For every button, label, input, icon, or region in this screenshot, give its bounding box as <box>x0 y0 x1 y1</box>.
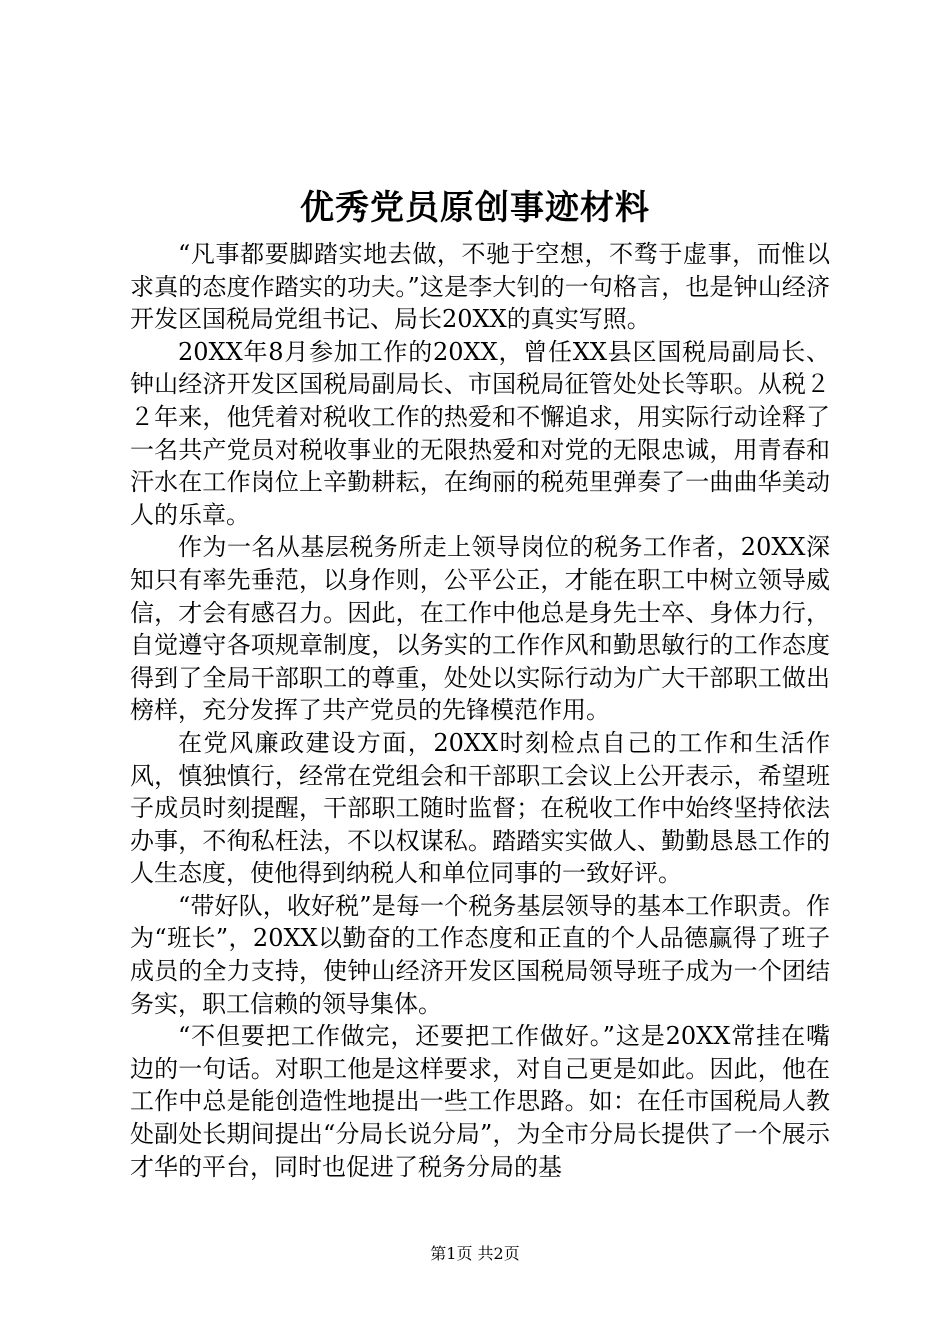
page-number-footer: 第1页 共2页 <box>430 1244 520 1263</box>
paragraph-3: 作为一名从基层税务所走上领导岗位的税务工作者，20XX深知只有率先垂范，以身作则，公平公正，才能在职工中树立领导威信，才会有感召力。因此，在工作中他总是身先士卒、身体力行，自觉遵守各项规章制度，以务实的工作作风和勤思敏行的工作态度得到了全局干部职工的尊重，处处以实际行动为广大干部职工做出榜样，充分发挥了共产党员的先锋模范作用。 <box>130 533 830 725</box>
paragraph-5: “带好队，收好税”是每一个税务基层领导的基本工作职责。作为“班长”，20XX以勤奋的工作态度和正直的个人品德赢得了班子成员的全力支持，使钟山经济开发区国税局领导班子成为一个团结务实，职工信赖的领导集体。 <box>130 891 830 1018</box>
paragraph-1: “凡事都要脚踏实地去做，不驰于空想，不骛于虚事，而惟以求真的态度作踏实的功夫。”这是李大钊的一句格言，也是钟山经济开发区国税局党组书记、局长20XX的真实写照。 <box>130 240 830 334</box>
document-title: 优秀党员原创事迹材料 <box>300 188 650 228</box>
document-body <box>130 238 830 1183</box>
paragraph-2: 20XX年8月参加工作的20XX，曾任XX县区国税局副局长、钟山经济开发区国税局副局长、市国税局征管处处长等职。从税２２年来，他凭着对税收工作的热爱和不懈追求，用实际行动诠释了一名共产党员对税收事业的无限热爱和对党的无限忠诚，用青春和汗水在工作岗位上辛勤耕耘，在绚丽的税苑里弹奏了一曲曲华美动人的乐章。 <box>130 337 830 529</box>
paragraph-6: “不但要把工作做完，还要把工作做好。”这是20XX常挂在嘴边的一句话。对职工他是这样要求，对自己更是如此。因此，他在工作中总是能创造性地提出一些工作思路。如：在任市国税局人教处副处长期间提出“分局长说分局”，为全市分局长提供了一个展示才华的平台，同时也促进了税务分局的基 <box>130 1022 830 1181</box>
paragraph-4: 在党风廉政建设方面，20XX时刻检点自己的工作和生活作风，慎独慎行，经常在党组会和干部职工会议上公开表示，希望班子成员时刻提醒，干部职工随时监督；在税收工作中始终坚持依法办事，不徇私枉法，不以权谋私。踏踏实实做人、勤勤恳恳工作的人生态度，使他得到纳税人和单位同事的一致好评。 <box>130 728 830 888</box>
